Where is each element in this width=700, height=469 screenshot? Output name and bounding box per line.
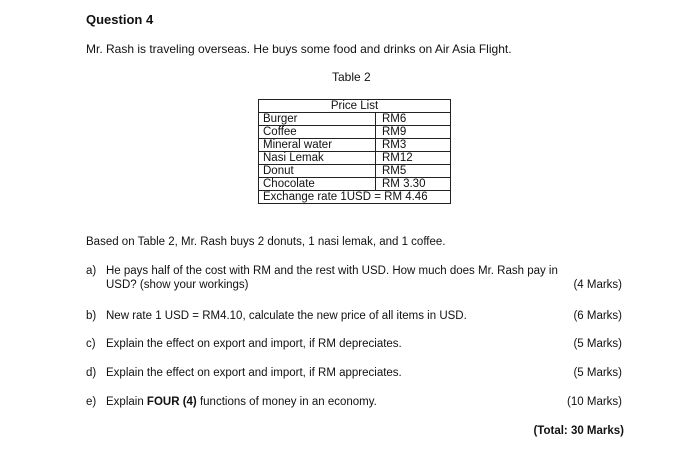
based-on-text: Based on Table 2, Mr. Rash buys 2 donuts, 1 nasi lemak, and 1 coffee. [86, 236, 446, 248]
item-price: RM9 [376, 126, 451, 139]
total-marks: (Total: 30 Marks) [533, 425, 624, 437]
question-a-line2: USD? (show your workings) [106, 279, 249, 291]
item-name: Coffee [259, 126, 376, 139]
item-name: Donut [259, 165, 376, 178]
question-e-marks: (10 Marks) [567, 396, 622, 408]
table-row [259, 139, 451, 152]
price-table-header-row [259, 100, 451, 113]
table-row [259, 178, 451, 191]
item-name: Mineral water [259, 139, 376, 152]
question-d-text: Explain the effect on export and import, if RM appreciates. [106, 367, 402, 379]
table-row [259, 152, 451, 165]
table-row [259, 126, 451, 139]
question-title: Question 4 [86, 12, 154, 27]
question-c-label: c) [86, 338, 96, 350]
question-e-text-after: functions of money in an economy. [196, 396, 377, 408]
question-d-marks: (5 Marks) [573, 367, 622, 379]
question-a-line1: He pays half of the cost with RM and the rest with USD. How much does Mr. Rash pay in [106, 265, 558, 277]
intro-text: Mr. Rash is traveling overseas. He buys some food and drinks on Air Asia Flight. [86, 42, 512, 56]
question-a-marks: (4 Marks) [573, 279, 622, 291]
table-row [259, 165, 451, 178]
price-table [258, 99, 451, 204]
question-b-label: b) [86, 310, 97, 322]
exchange-rate-row [259, 191, 451, 204]
item-name: Burger [259, 113, 376, 126]
price-table-header: Price List [259, 100, 451, 113]
question-e-text-bold: FOUR (4) [146, 396, 197, 408]
question-e-text-before: Explain [106, 396, 147, 408]
question-e-text [106, 396, 377, 408]
item-price: RM5 [376, 165, 451, 178]
item-price: RM3 [376, 139, 451, 152]
exchange-rate: Exchange rate 1USD = RM 4.46 [259, 191, 451, 204]
question-a-label: a) [86, 265, 97, 277]
item-price: RM6 [376, 113, 451, 126]
question-d-label: d) [86, 367, 97, 379]
table-row [259, 113, 451, 126]
question-b-marks: (6 Marks) [573, 310, 622, 322]
table-caption: Table 2 [332, 70, 371, 84]
question-c-marks: (5 Marks) [573, 338, 622, 350]
item-name: Nasi Lemak [259, 152, 376, 165]
question-b-text: New rate 1 USD = RM4.10, calculate the new price of all items in USD. [106, 310, 467, 322]
item-name: Chocolate [259, 178, 376, 191]
question-c-text: Explain the effect on export and import, if RM depreciates. [106, 338, 402, 350]
question-e-label: e) [86, 396, 97, 408]
item-price: RM 3.30 [376, 178, 451, 191]
item-price: RM12 [376, 152, 451, 165]
